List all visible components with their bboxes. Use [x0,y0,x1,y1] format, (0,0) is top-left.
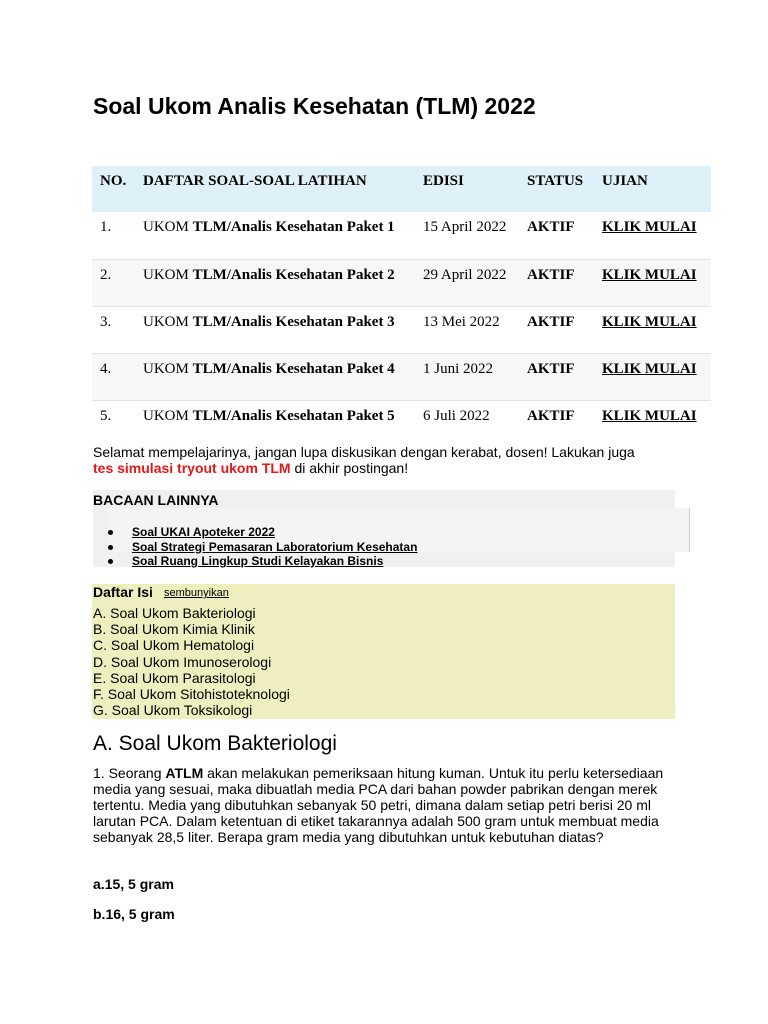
row-action [597,353,711,400]
related-link[interactable]: Soal UKAI Apoteker 2022 [132,525,275,539]
row-status: AKTIF [520,306,597,353]
related-link[interactable]: Soal Strategi Pemasaran Laboratorium Kesehatan [132,539,418,554]
toc-item[interactable]: F. Soal Ukom Sitohistoteknologi [93,686,290,703]
toc-item[interactable]: D. Soal Ukom Imunoserologi [93,653,272,670]
toc-item[interactable]: A. Soal Ukom Bakteriologi [93,605,256,621]
table-row [92,212,711,259]
toc-title: Daftar Isi [93,584,153,600]
toc-item[interactable]: G. Soal Ukom Toksikologi [93,702,253,719]
related-link[interactable]: Soal Ruang Lingkup Studi Kelayakan Bisnis [132,554,384,568]
row-no: 3. [92,306,136,353]
related-reading-box [93,490,675,567]
section-heading: A. Soal Ukom Bakteriologi [93,732,337,755]
row-prefix: UKOM [143,407,193,424]
page-title: Soal Ukom Analis Kesehatan (TLM) 2022 [93,93,536,119]
toc-item[interactable]: B. Soal Ukom Kimia Klinik [93,621,255,638]
list-item [108,540,417,555]
related-reading-heading: BACAAN LAINNYA [93,492,219,508]
row-action [597,306,711,353]
klik-mulai-link[interactable]: KLIK MULAI [602,266,697,283]
row-package: TLM/Analis Kesehatan Paket 2 [192,266,395,283]
row-edition: 29 April 2022 [416,259,520,306]
klik-mulai-link[interactable]: KLIK MULAI [602,360,697,377]
row-action [597,400,711,447]
table-row [92,306,711,353]
row-package: TLM/Analis Kesehatan Paket 4 [192,360,395,377]
header-ujian: UJIAN [597,166,711,212]
toc-list [93,605,290,718]
row-edition: 6 Juli 2022 [416,400,520,447]
intro-text-end: di akhir postingan! [290,460,409,476]
row-prefix: UKOM [143,360,193,377]
row-name [136,400,416,447]
header-no: NO. [92,166,136,212]
row-prefix: UKOM [143,266,193,283]
related-reading-list [108,525,417,569]
row-package: TLM/Analis Kesehatan Paket 1 [192,219,395,235]
table-row [92,259,711,306]
row-package: TLM/Analis Kesehatan Paket 5 [192,407,395,424]
row-status: AKTIF [527,219,575,235]
row-no: 4. [92,353,136,400]
row-action [597,212,711,259]
row-name [136,306,416,353]
intro-text: Selamat mempelajarinya, jangan lupa diskusikan dengan kerabat, dosen! Lakukan juga [93,444,635,460]
row-prefix: UKOM [143,219,193,235]
klik-mulai-link[interactable]: KLIK MULAI [602,219,697,235]
row-action [597,259,711,306]
intro-paragraph [93,444,653,476]
row-prefix: UKOM [143,313,193,330]
klik-mulai-link[interactable]: KLIK MULAI [602,407,697,424]
header-edisi: EDISI [416,166,520,212]
tryout-link[interactable]: tes simulasi tryout ukom TLM [93,460,291,476]
toc-hide-toggle[interactable]: sembunyikan [164,587,229,599]
answer-option-a: a.15, 5 gram [93,876,174,892]
exam-table [92,166,711,447]
list-item [108,554,417,569]
row-edition: 15 April 2022 [423,219,507,235]
row-name [136,212,416,259]
table-header-row [92,166,711,212]
question-bold: ATLM [165,765,204,781]
row-name [136,353,416,400]
row-no: 2. [92,259,136,306]
question-text [93,765,668,845]
row-edition: 13 Mei 2022 [416,306,520,353]
table-row [92,400,711,447]
table-row [92,353,711,400]
row-package: TLM/Analis Kesehatan Paket 3 [192,313,395,330]
row-status: AKTIF [520,259,597,306]
row-edition: 1 Juni 2022 [416,353,520,400]
row-status: AKTIF [520,353,597,400]
klik-mulai-link[interactable]: KLIK MULAI [602,313,697,330]
row-status: AKTIF [520,400,597,447]
answer-option-b: b.16, 5 gram [93,906,175,922]
toc-item[interactable]: C. Soal Ukom Hematologi [93,637,255,654]
table-of-contents [92,584,675,719]
question-rest: akan melakukan pemeriksaan hitung kuman. Untuk itu perlu ketersediaan media yang sesuai, maka dibuatlah media PCA dari bahan powder pabrikan dengan merek tertentu. Media yang dibutuhkan sebanyak 50 petri, dimana dalam setiap petri berisi 20 ml larutan PCA. Dalam ketentuan di etiket takarannya adalah 500 gram untuk membuat media sebanyak 28,5 liter. Berapa gram media yang dibutuhkan untuk kebutuhan diatas? [93,765,664,845]
list-item [108,525,417,540]
header-daftar: DAFTAR SOAL-SOAL LATIHAN [136,166,416,212]
row-no: 5. [92,400,136,447]
row-no: 1. [100,219,112,235]
row-name [136,259,416,306]
header-status: STATUS [520,166,597,212]
question-start: 1. Seorang [93,765,166,781]
toc-item[interactable]: E. Soal Ukom Parasitologi [93,669,256,686]
